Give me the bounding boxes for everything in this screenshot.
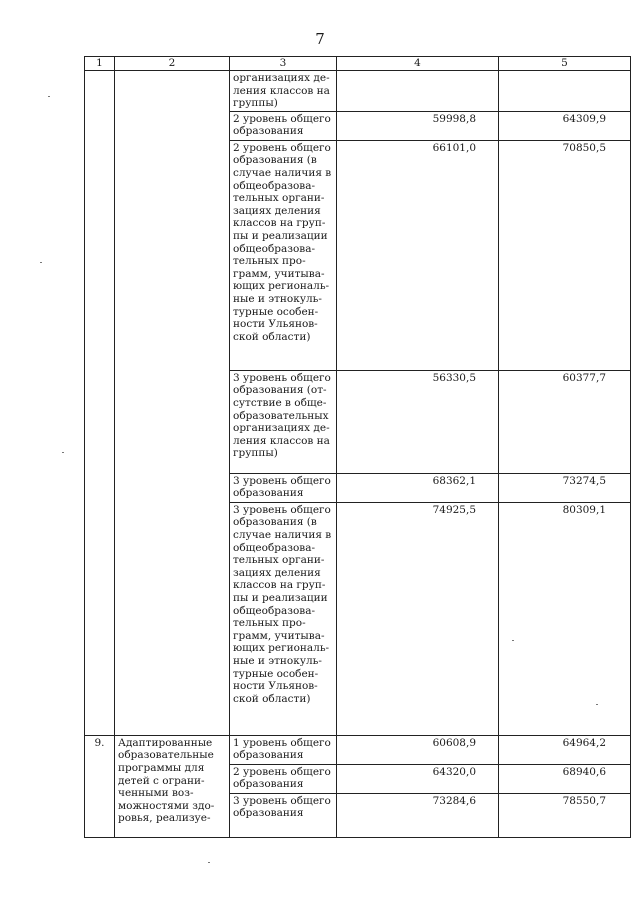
value-2023-cell: 70850,5	[499, 140, 631, 370]
level-cell: 3 уровень общего образования	[230, 473, 337, 502]
value-2023-cell: 68940,6	[499, 764, 631, 793]
value-2022-cell: 74925,5	[337, 502, 499, 735]
header-cell: 3	[230, 57, 337, 71]
program-cell: Адаптированные образовательные программы для детей с ограни- ченными воз- можностями здо- ровья, реализуе-	[115, 735, 230, 837]
scan-speck	[62, 452, 64, 453]
tariff-table	[84, 56, 631, 838]
value-2022-cell: 73284,6	[337, 793, 499, 837]
row-number-cell	[85, 71, 115, 736]
header-cell: 1	[85, 57, 115, 71]
level-cell: 1 уровень общего образования	[230, 735, 337, 764]
header-cell: 4	[337, 57, 499, 71]
value-2023-cell: 78550,7	[499, 793, 631, 837]
page-number: 7	[315, 30, 325, 48]
scan-speck	[596, 704, 598, 705]
value-2022-cell: 59998,8	[337, 111, 499, 140]
value-2022-cell: 68362,1	[337, 473, 499, 502]
table-header-row	[85, 57, 631, 71]
table-row	[85, 735, 631, 764]
level-cell: 3 уровень общего образования (в случае наличия в общеобразова- тельных органи- зациях деления классов на груп- пы и реализации общеобразова- тельных про- грамм, учитыва- ющих региональ- ные и этнокуль- турные особен- ности Ульянов- ской области)	[230, 502, 337, 735]
value-2022-cell	[337, 71, 499, 112]
level-cell: 2 уровень общего образования	[230, 764, 337, 793]
row-number-cell: 9.	[85, 735, 115, 837]
header-cell: 2	[115, 57, 230, 71]
level-cell: 3 уровень общего образования	[230, 793, 337, 837]
level-cell: 3 уровень общего образования (от- сутствие в обще- образовательных организациях де- ления классов на группы)	[230, 370, 337, 473]
value-2022-cell: 64320,0	[337, 764, 499, 793]
level-cell: 2 уровень общего образования	[230, 111, 337, 140]
level-cell: организациях де- ления классов на группы)	[230, 71, 337, 112]
scan-speck	[208, 862, 210, 863]
value-2022-cell: 66101,0	[337, 140, 499, 370]
table-row	[85, 71, 631, 112]
value-2022-cell: 60608,9	[337, 735, 499, 764]
value-2023-cell: 64964,2	[499, 735, 631, 764]
scan-speck	[40, 262, 42, 263]
header-cell: 5	[499, 57, 631, 71]
scan-speck	[48, 96, 50, 97]
value-2023-cell: 60377,7	[499, 370, 631, 473]
value-2023-cell: 73274,5	[499, 473, 631, 502]
program-cell	[115, 71, 230, 736]
level-cell: 2 уровень общего образования (в случае наличия в общеобразова- тельных органи- зациях деления классов на груп- пы и реализации общеобразова- тельных про- грамм, учитыва- ющих региональ- ные и этнокуль- турные особен- ности Ульянов- ской области)	[230, 140, 337, 370]
value-2023-cell: 80309,1	[499, 502, 631, 735]
value-2023-cell	[499, 71, 631, 112]
value-2023-cell: 64309,9	[499, 111, 631, 140]
scan-speck	[512, 640, 514, 641]
value-2022-cell: 56330,5	[337, 370, 499, 473]
